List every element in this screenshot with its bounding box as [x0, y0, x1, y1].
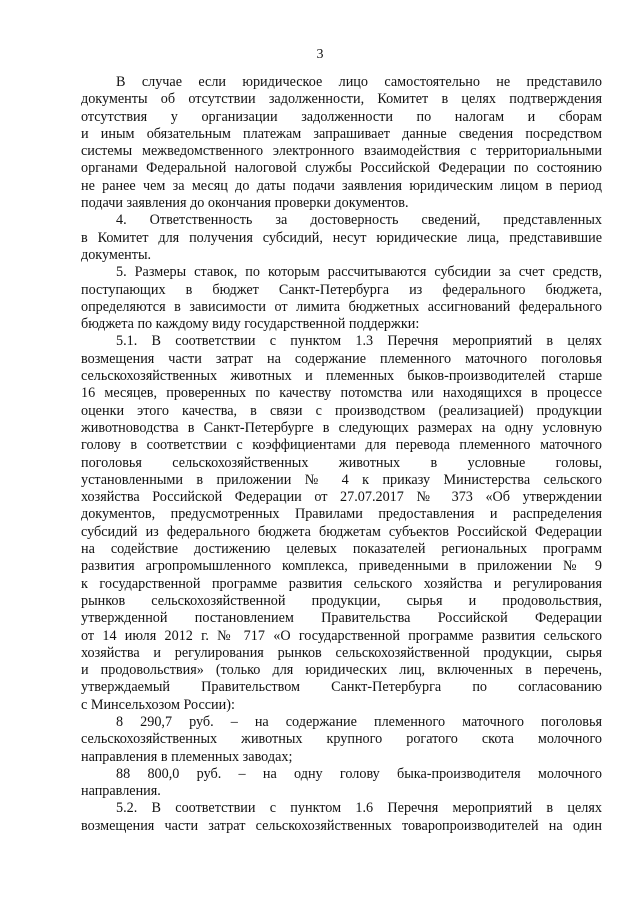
text-line: 16 месяцев, проверенных по качеству потомства или находящихся в процессе [81, 385, 602, 402]
text-line: утвержденной постановлением Правительства Российской Федерации [81, 610, 602, 627]
text-line: документов, предусмотренных Правилами предоставления и распределения [81, 506, 602, 523]
text-line: отсутствия у организации задолженности по налогам и сборам [81, 108, 602, 125]
text-line: В случае если юридическое лицо самостоятельно не представило [116, 74, 602, 90]
text-line: документы об отсутствии задолженности, Комитет в целях подтверждения [81, 91, 602, 108]
document-body [81, 74, 602, 835]
text-line: от 14 июля 2012 г. № 717 «О государственной программе развития сельского [81, 627, 602, 644]
text-line: направления в племенных заводах; [81, 748, 293, 765]
text-line: поступающих в бюджет Санкт-Петербурга из федерального бюджета, [81, 281, 602, 298]
text-line: хозяйства Российской Федерации от 27.07.2017 № 373 «Об утверждении [81, 489, 602, 506]
text-line: животноводства в Санкт-Петербурге в следующих размерах на одну условную [81, 419, 602, 436]
text-line: сельскохозяйственных животных и племенных быков-производителей старше [81, 368, 602, 385]
text-line: подачи заявления до окончания проверки документов. [81, 195, 409, 212]
text-line: возмещения части затрат сельскохозяйственных товаропроизводителей на один [81, 817, 602, 834]
text-line: и продовольствия» (только для юридических лиц, включенных в перечень, [81, 662, 602, 679]
text-line: в Комитет для получения субсидий, несут юридические лица, представившие [81, 229, 602, 246]
text-line: хозяйства и регулирования рынков сельскохозяйственной продукции, сырья [81, 644, 602, 661]
paragraph-item-5-1 [81, 333, 602, 714]
text-line: к государственной программе развития сельского хозяйства и регулирования [81, 575, 602, 592]
text-line: утверждаемый Правительством Санкт-Петербурга по согласованию [81, 679, 602, 696]
text-line: на содействие достижению целевых показателей региональных программ [81, 541, 602, 558]
text-line: документы. [81, 246, 152, 263]
paragraph-item-4 [81, 212, 602, 264]
paragraph-item-5 [81, 264, 602, 333]
text-line: 88 800,0 руб. – на одну голову быка-производителя молочного [116, 765, 602, 782]
paragraph-debt-verification [81, 74, 602, 212]
text-line: субсидий из федерального бюджета бюджетам субъектов Российской Федерации [81, 523, 602, 540]
text-line: и иным обязательным платежам запрашивает данные сведения посредством [81, 125, 602, 142]
text-line: бюджета по каждому виду государственной поддержки: [81, 316, 420, 333]
text-line: установленными в приложении № 4 к приказу Министерства сельского [81, 471, 602, 488]
text-line: 5.2. В соответствии с пунктом 1.6 Перечня мероприятий в целях [116, 800, 602, 817]
text-line: возмещения части затрат на содержание племенного маточного поголовья [81, 350, 602, 367]
text-line: развития агропромышленного комплекса, приведенными в приложении № 9 [81, 558, 602, 575]
paragraph-rate-breeding-stock [81, 714, 602, 766]
text-line: органами Федеральной налоговой службы Российской Федерации по состоянию [81, 160, 602, 177]
text-line: сельскохозяйственных животных крупного рогатого скота молочного [81, 731, 602, 748]
paragraph-rate-sire-bull [81, 766, 602, 801]
text-line: 8 290,7 руб. – на содержание племенного маточного поголовья [116, 713, 602, 730]
text-line: с Минсельхозом России): [81, 696, 235, 713]
paragraph-item-5-2 [81, 800, 602, 835]
text-line: 5. Размеры ставок, по которым рассчитываются субсидии за счет средств, [116, 264, 602, 281]
text-line: поголовья сельскохозяйственных животных в условные головы, [81, 454, 602, 471]
text-line: 5.1. В соответствии с пунктом 1.3 Перечня мероприятий в целях [116, 333, 602, 350]
text-line: рынков сельскохозяйственной продукции, сырья и продовольствия, [81, 592, 602, 609]
text-line: 4. Ответственность за достоверность сведений, представленных [116, 212, 602, 229]
text-line: голову в соответствии с коэффициентами для перевода племенного маточного [81, 437, 602, 454]
page-number: 3 [316, 47, 324, 62]
text-line: не ранее чем за месяц до даты подачи заявления юридическим лицом в период [81, 177, 602, 194]
text-line: системы межведомственного электронного взаимодействия с территориальными [81, 143, 602, 160]
text-line: определяются в зависимости от лимита бюджетных ассигнований федерального [81, 298, 602, 315]
text-line: оценки этого качества, в связи с производством (реализацией) продукции [81, 402, 602, 419]
text-line: направления. [81, 783, 161, 800]
